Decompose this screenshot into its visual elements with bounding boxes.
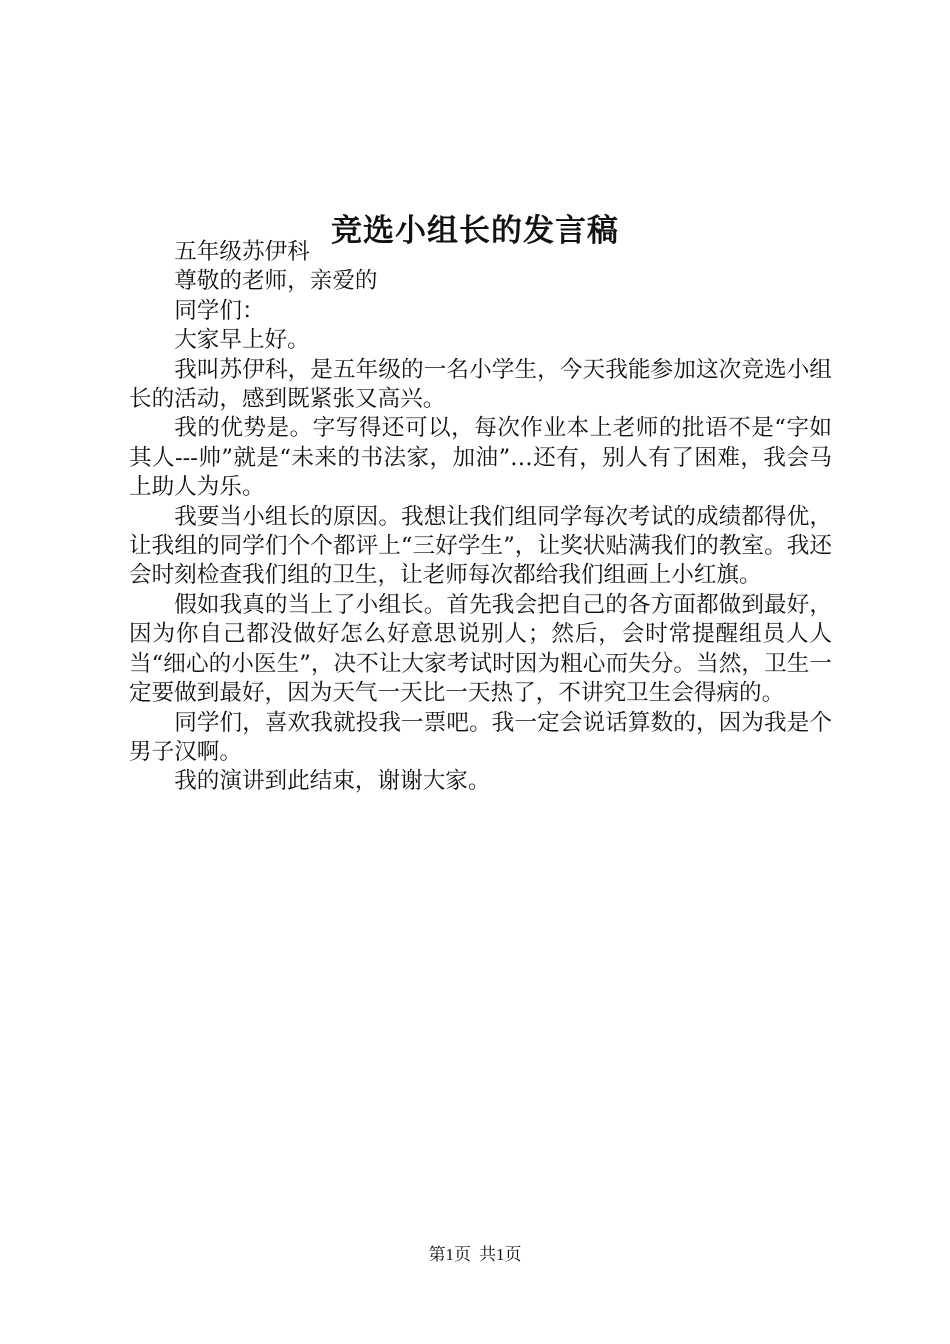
paragraph-greeting: 大家早上好。 bbox=[174, 327, 310, 354]
paragraph-reasons: 我要当小组长的原因。我想让我们组同学每次考试的成绩都得优，让我组的同学们个个都评上“三好学生”，让奖状贴满我们的教室。我还会时刻检查我们组的卫生，让老师每次都给我们组画上小红旗。 bbox=[129, 503, 832, 589]
document-body bbox=[129, 238, 832, 797]
document-title: 竞选小组长的发言稿 bbox=[331, 212, 619, 249]
paragraph-salutation-1: 尊敬的老师，亲爱的 bbox=[174, 268, 378, 295]
paragraph-closing: 我的演讲到此结束，谢谢大家。 bbox=[174, 768, 491, 795]
paragraph-salutation-2: 同学们： bbox=[174, 297, 265, 324]
paragraph-introduction: 我叫苏伊科，是五年级的一名小学生，今天我能参加这次竞选小组长的活动，感到既紧张又高兴。 bbox=[129, 356, 832, 413]
paragraph-strengths: 我的优势是。字写得还可以，每次作业本上老师的批语不是“字如其人---帅”就是“未来的书法家，加油”…还有，别人有了困难，我会马上助人为乐。 bbox=[129, 415, 832, 501]
paragraph-author: 五年级苏伊科 bbox=[174, 239, 310, 265]
paragraph-appeal: 同学们，喜欢我就投我一票吧。我一定会说话算数的，因为我是个男子汉啊。 bbox=[129, 709, 832, 765]
paragraph-plans: 假如我真的当上了小组长。首先我会把自己的各方面都做到最好，因为你自己都没做好怎么好意思说别人；然后，会时常提醒组员人人当“细心的小医生”，决不让大家考试时因为粗心而失分。当然，卫生一定要做到最好，因为天气一天比一天热了，不讲究卫生会得病的。 bbox=[129, 591, 832, 707]
page-total: 共1页 bbox=[479, 1245, 522, 1264]
page-number: 第1页 bbox=[428, 1245, 471, 1264]
page-footer bbox=[0, 1243, 950, 1267]
